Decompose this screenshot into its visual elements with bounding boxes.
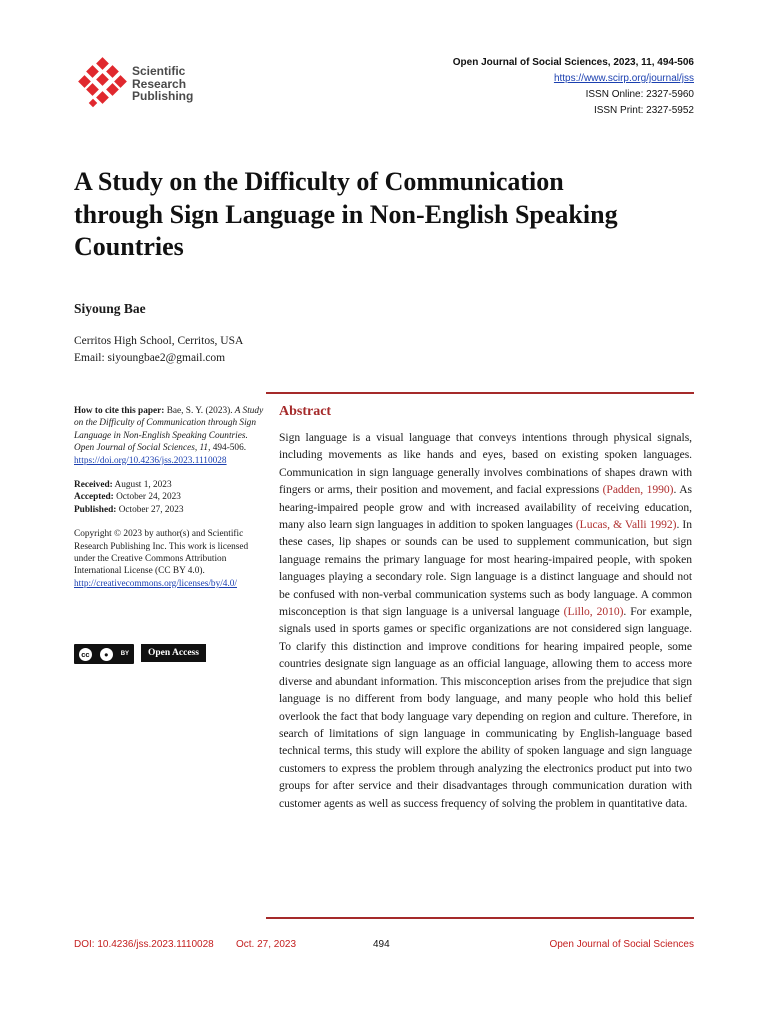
- abstract-body: [279, 429, 692, 812]
- journal-header: [453, 55, 694, 119]
- author-affiliation-block: [74, 333, 243, 367]
- abstract-top-rule: [266, 392, 694, 394]
- cite-pages: 494-506.: [210, 443, 247, 454]
- publisher-logo-mark: [78, 57, 130, 109]
- copyright-text: Copyright © 2023 by author(s) and Scientific Research Publishing Inc. This work is licensed under the Creative Commons Attribution International License (CC BY 4.0).: [74, 529, 249, 577]
- cite-authors: Bae, S. Y. (2023).: [164, 406, 233, 416]
- abstract-segment: . For example, signals used in sports games or specific organizations are not considered sign language. To clarify this distinction and improve conditions for hearing impaired people, some countries designate sign language as an official language, allowing them to access more diverse and abundant information. This misconception arises from the prejudice that sign language is no different from body language, and many people who hold this belief overlook the fact that body language vary depending on region and culture. Therefore, in search of limitations of sign language in communicating by English-language based technical terms, this study will explore the ability of spoken language and sign language customers to express the problem through analyzing the electronics product put into two groups for after service and their disadvantages through communication duration with customer agents as well as success frequency of solving the problem in quantitative data.: [279, 605, 692, 810]
- citation-lucas-valli-1992[interactable]: (Lucas, & Valli 1992): [575, 518, 677, 532]
- footer-date: Oct. 27, 2023: [236, 939, 297, 950]
- title-line-1: A Study on the Difficulty of Communication: [74, 167, 564, 196]
- by-label: BY: [120, 651, 130, 657]
- issn-print: ISSN Print: 2327-5952: [593, 105, 694, 116]
- article-info-sidebar: [74, 405, 264, 590]
- doi-link[interactable]: https://doi.org/10.4236/jss.2023.1110028: [74, 455, 227, 466]
- title-line-2: through Sign Language in Non-English Speaking: [74, 199, 618, 229]
- abstract-text: [279, 429, 692, 812]
- cite-label: How to cite this paper:: [74, 406, 165, 416]
- author-name: Siyoung Bae: [74, 301, 146, 316]
- footer-journal-name: Open Journal of Social Sciences: [549, 939, 694, 950]
- attribution-person-icon: ●: [100, 648, 113, 661]
- cite-title: A Study on the Difficulty of Communication through Sign Language in Non-English Speaking Countries. Open Journal of Social Sciences, 11,: [74, 406, 264, 454]
- accepted-date: October 24, 2023: [113, 492, 181, 503]
- footer-doi[interactable]: DOI: 10.4236/jss.2023.1110028: [74, 939, 214, 950]
- published-date: October 27, 2023: [116, 504, 184, 515]
- abstract-segment: . In these cases, lip shapes or sounds can be used to supplement communication, but sign language remains the primary language for most hearing-impaired people, with spoken languages playing a secondary role. Sign language is a distinct language and should not be confused with non-verbal communication systems such as body language. A common misconception is that sign language is a universal language: [279, 518, 692, 619]
- citation-padden-1990[interactable]: (Padden, 1990): [602, 483, 674, 497]
- title-line-3: Countries: [74, 232, 184, 261]
- affiliation: Cerritos High School, Cerritos, USA: [74, 335, 244, 347]
- page-number: 494: [373, 939, 390, 950]
- page-footer: [74, 939, 694, 953]
- cc-by-badge[interactable]: [74, 644, 134, 664]
- paper-title: [74, 166, 704, 264]
- citation-lillo-2010[interactable]: (Lillo, 2010): [563, 605, 624, 619]
- license-link[interactable]: http://creativecommons.org/licenses/by/4.0/: [74, 578, 238, 589]
- abstract-heading: Abstract: [279, 404, 332, 419]
- how-to-cite: [74, 405, 264, 467]
- copyright-notice: [74, 528, 264, 590]
- article-dates: [74, 479, 264, 516]
- logo-line-2: Research: [132, 76, 187, 91]
- published-label: Published:: [74, 504, 117, 515]
- creative-commons-icon: cc: [79, 648, 92, 661]
- issn-online: ISSN Online: 2327-5960: [585, 89, 694, 100]
- author-email: Email: siyoungbae2@gmail.com: [74, 352, 226, 364]
- abstract-segment: . As hearing-impaired people grow and with increased availability of receiving education, many also learn sign languages in addition to spoken languages: [279, 483, 692, 532]
- received-date: August 1, 2023: [112, 480, 172, 491]
- publisher-logo-text: [132, 65, 193, 103]
- publisher-logo: [78, 57, 202, 111]
- abstract-segment: Sign language is a visual language that conveys intentions through physical signals, including movements as like hands and eyes, based on existing spoken languages. Communication in sign language generally involves combinations of shapes drawn with fingers or arms, their position and movement, and facial expressions: [279, 431, 692, 497]
- license-badges: [74, 644, 206, 664]
- logo-line-3: Publishing: [132, 89, 194, 103]
- journal-citation: Open Journal of Social Sciences, 2023, 11, 494-506: [452, 57, 694, 68]
- open-access-badge: Open Access: [141, 644, 206, 662]
- logo-line-1: Scientific: [132, 64, 186, 78]
- received-label: Received:: [74, 480, 113, 491]
- abstract-bottom-rule: [266, 917, 694, 919]
- accepted-label: Accepted:: [74, 492, 114, 503]
- journal-url-link[interactable]: https://www.scirp.org/journal/jss: [553, 73, 694, 84]
